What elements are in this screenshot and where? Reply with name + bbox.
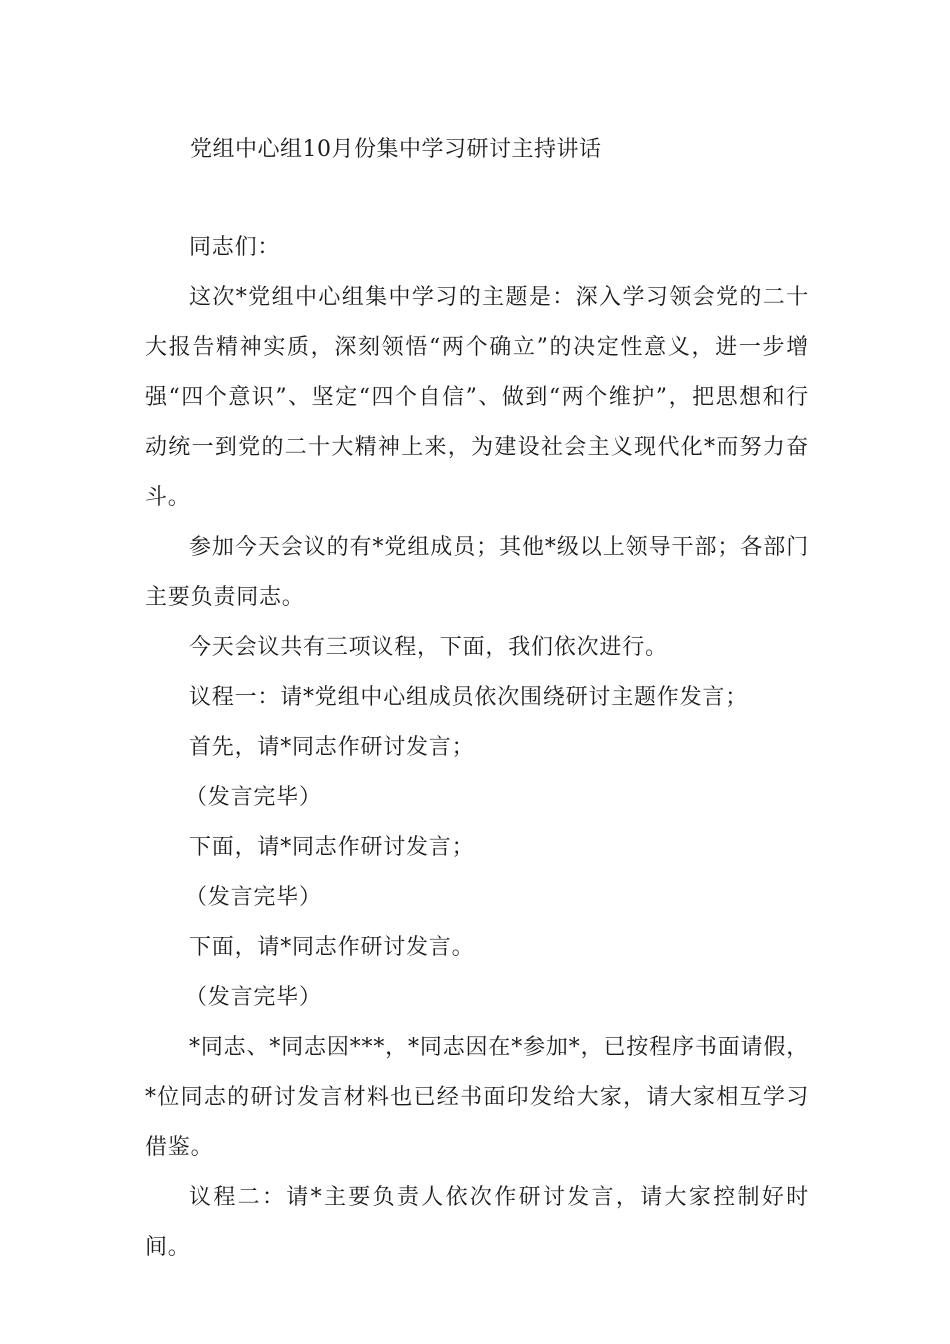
- document-title: 党组中心组10月份集中学习研讨主持讲话: [190, 137, 602, 162]
- speech-finished-note: （发言完毕）: [185, 985, 322, 1010]
- speaker-next: 下面，请*同志作研讨发言。: [189, 935, 475, 960]
- paragraph-leave-notice: *同志、*同志因***，*同志因在*参加*，已按程序书面请假，*位同志的研讨发言材料也已经书面印发给大家，请大家相互学习借鉴。: [145, 1035, 809, 1160]
- agenda-item-one: 议程一：请*党组中心组成员依次围绕研讨主题作发言；: [189, 685, 749, 710]
- agenda-item-two: 议程二：请*主要负责人依次作研讨发言，请大家控制好时间。: [145, 1185, 809, 1260]
- paragraph-agenda-intro: 今天会议共有三项议程，下面，我们依次进行。: [189, 635, 668, 660]
- speaker-first: 首先，请*同志作研讨发言；: [189, 735, 475, 760]
- speaker-next: 下面，请*同志作研讨发言；: [189, 835, 475, 860]
- salutation: 同志们：: [189, 235, 281, 260]
- document-body: [145, 223, 809, 1273]
- paragraph-attendees: 参加今天会议的有*党组成员；其他*级以上领导干部；各部门主要负责同志。: [145, 535, 809, 610]
- speech-finished-note: （发言完毕）: [185, 885, 322, 910]
- paragraph-theme: 这次*党组中心组集中学习的主题是：深入学习领会党的二十大报告精神实质，深刻领悟“两个确立”的决定性意义，进一步增强“四个意识”、坚定“四个自信”、做到“两个维护”，把思想和行动统一到党的二十大精神上来，为建设社会主义现代化*而努力奋斗。: [145, 285, 809, 510]
- speech-finished-note: （发言完毕）: [185, 785, 322, 810]
